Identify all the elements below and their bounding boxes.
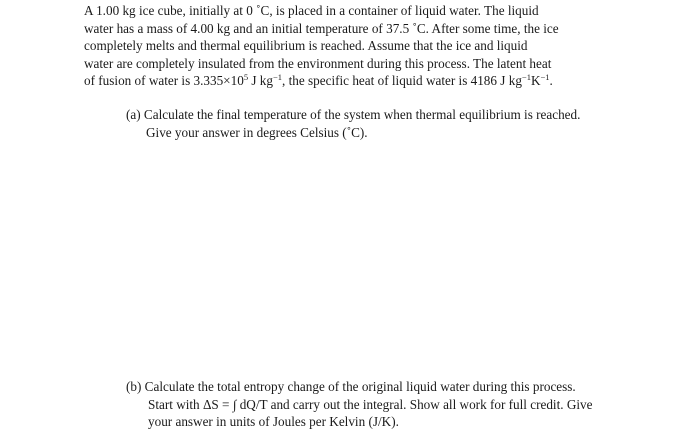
problem-line-5 <box>84 72 604 90</box>
problem-line-1: A 1.00 kg ice cube, initially at 0 ˚C, is placed in a container of liquid water. The liquid <box>84 3 539 18</box>
question-a-line-1: (a) Calculate the final temperature of the system when thermal equilibrium is reached. <box>126 107 581 122</box>
question-b-line-3: your answer in units of Joules per Kelvin (J/K). <box>148 414 399 430</box>
problem-end-period: . <box>549 73 553 89</box>
specific-heat-text: , the specific heat of liquid water is 4186 J kg <box>282 73 522 89</box>
question-a <box>126 106 580 141</box>
problem-line-4: water are completely insulated from the environment during this process. The latent heat <box>84 55 552 71</box>
question-b-line-1: (b) Calculate the total entropy change of the original liquid water during this process. <box>126 379 576 394</box>
latent-heat-unit: J kg <box>248 73 273 89</box>
specific-heat-kg-exponent: −1 <box>521 72 531 83</box>
latent-heat-exponent: 5 <box>243 72 249 83</box>
question-b-line-2: Start with ΔS = ∫ dQ/T and carry out the integral. Show all work for full credit. Give <box>148 396 593 412</box>
latent-heat-text: of fusion of water is 3.335×10 <box>84 73 244 89</box>
problem-line-3: completely melts and thermal equilibrium is reached. Assume that the ice and liquid <box>84 38 528 54</box>
problem-statement <box>84 2 604 90</box>
specific-heat-kelvin-exponent: −1 <box>540 72 550 83</box>
question-b <box>126 378 593 431</box>
specific-heat-kelvin: K <box>530 73 541 89</box>
question-a-line-2: Give your answer in degrees Celsius (˚C). <box>146 124 368 140</box>
latent-heat-unit-exponent: −1 <box>272 72 283 83</box>
problem-line-2: water has a mass of 4.00 kg and an initial temperature of 37.5 ˚C. After some time, the ice <box>84 20 559 36</box>
